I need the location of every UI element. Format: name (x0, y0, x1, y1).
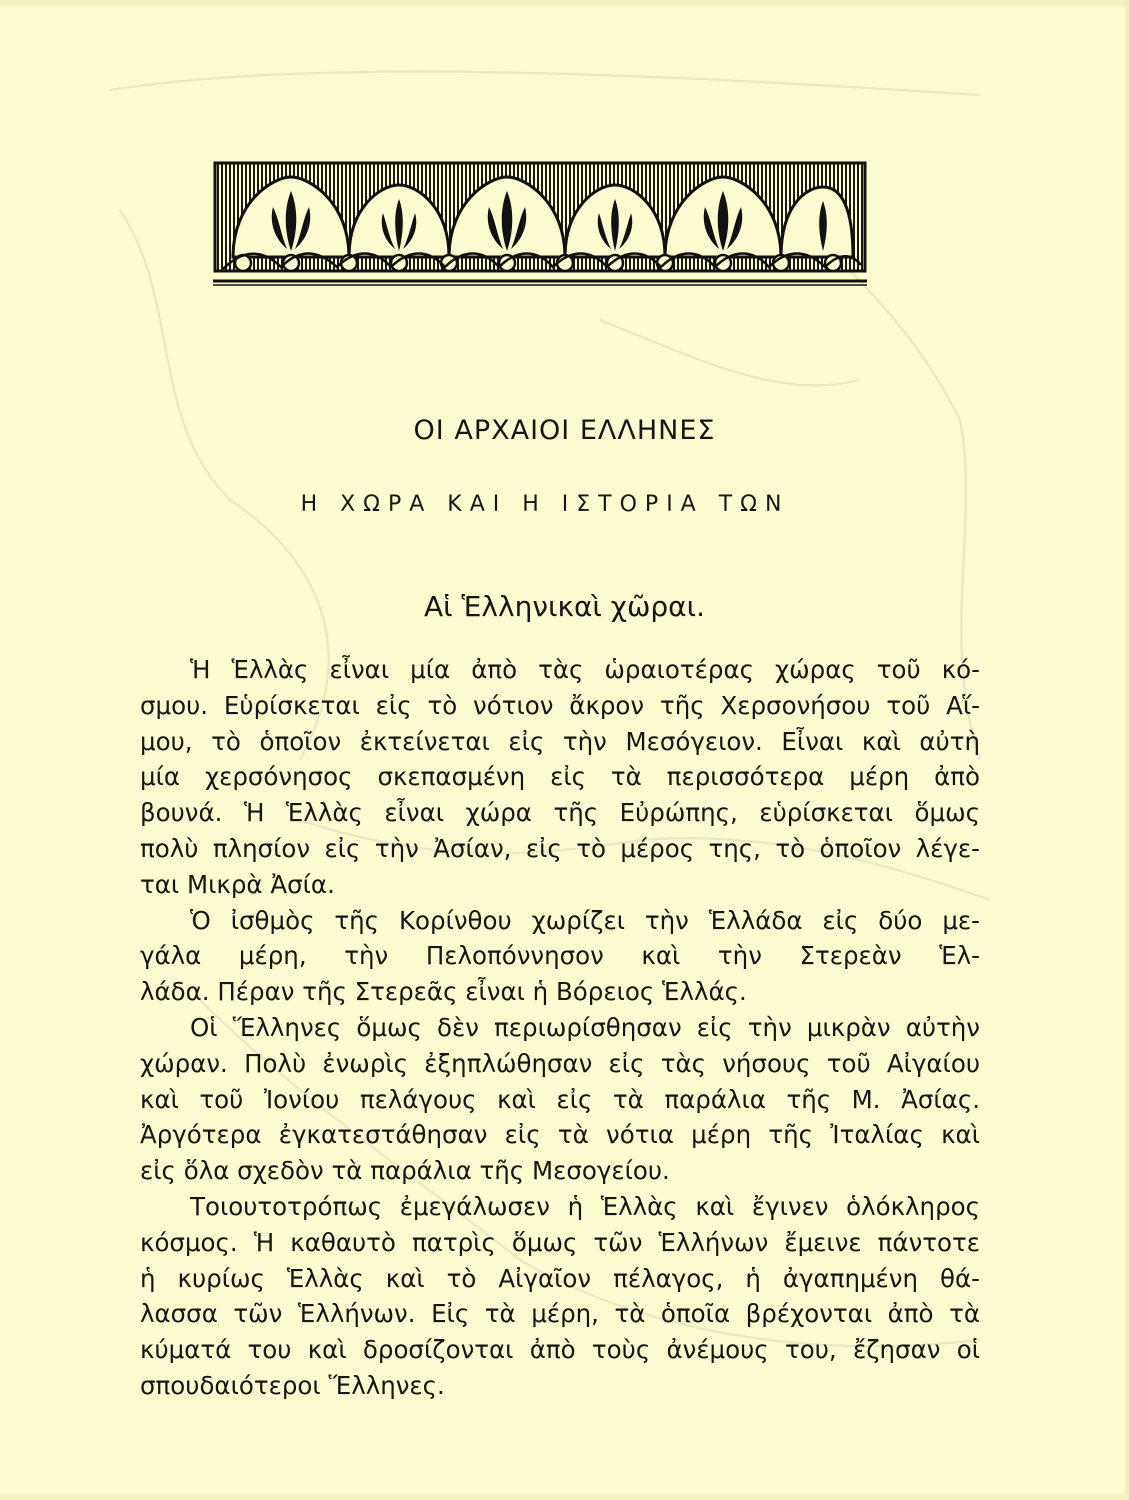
anthemion-pattern (213, 157, 867, 287)
ornamental-frieze (213, 157, 867, 287)
text-line: κόσμος. Ἡ καθαυτὸ πατρὶς ὅμως τῶν Ἑλλήνων ἔμεινε πάντοτε (140, 1227, 980, 1257)
text-line: σπουδαιότεροι Ἕλληνες. (140, 1370, 445, 1400)
paragraph (140, 903, 980, 1010)
text-line: μία χερσόνησος σκεπασμένη εἰς τὰ περισσότερα μέρη ἀπὸ (140, 762, 980, 792)
text-line: Τοιουτοτρόπως ἐμεγάλωσεν ἡ Ἑλλὰς καὶ ἔγινεν ὁλόκληρος (190, 1191, 980, 1221)
page-edge-right (1125, 0, 1129, 1500)
text-line: κύματά του καὶ δροσίζονται ἀπὸ τοὺς ἀνέμους του, ἔζησαν οἱ (140, 1335, 980, 1365)
text-line: σμου. Εὑρίσκεται εἰς τὸ νότιον ἄκρον τῆς Χερσονήσου τοῦ Αἵ- (140, 690, 980, 720)
text-line: λασσα τῶν Ἑλλήνων. Εἰς τὰ μέρη, τὰ ὁποῖα βρέχονται ἀπὸ τὰ (140, 1299, 980, 1329)
text-line: πολὺ πλησίον εἰς τὴν Ἀσίαν, εἰς τὸ μέρος της, τὸ ὁποῖον λέγε- (140, 833, 980, 863)
text-line: λάδα. Πέραν τῆς Στερεᾶς εἶναι ἡ Βόρειος Ἑλλάς. (140, 977, 747, 1007)
page-edge-bottom (0, 1494, 1129, 1500)
text-line: χώραν. Πολὺ ἐνωρὶς ἐξηπλώθησαν εἰς τὰς νήσους τοῦ Αἰγαίου (140, 1048, 980, 1078)
paragraph (140, 652, 980, 903)
text-line: γάλα μέρη, τὴν Πελοπόννησον καὶ τὴν Στερεὰν Ἑλ- (140, 941, 980, 971)
text-line: εἰς ὅλα σχεδὸν τὰ παράλια τῆς Μεσογείου. (140, 1156, 670, 1186)
page-subtitle: Η ΧΩΡΑ ΚΑΙ Η ΙΣΤΟΡΙΑ ΤΩΝ (300, 492, 790, 517)
page-title: ΟΙ ΑΡΧΑΙΟΙ ΕΛΛΗΝΕΣ (413, 415, 716, 446)
body-text (140, 652, 980, 1404)
text-line: Ἀργότερα ἐγκατεστάθησαν εἰς τὰ νότια μέρη τῆς Ἰταλίας καὶ (140, 1120, 980, 1150)
text-line: ἡ κυρίως Ἑλλὰς καὶ τὸ Αἰγαῖον πέλαγος, ἡ ἀγαπημένη θά- (140, 1263, 980, 1293)
text-line: Ἡ Ἑλλὰς εἶναι μία ἀπὸ τὰς ὡραιοτέρας χώρας τοῦ κό- (190, 655, 980, 684)
paragraph (140, 1010, 980, 1189)
text-line: μου, τὸ ὁποῖον ἐκτείνεται εἰς τὴν Μεσόγειον. Εἶναι καὶ αὐτὴ (140, 726, 980, 756)
text-line: Οἱ Ἕλληνες ὅμως δὲν περιωρίσθησαν εἰς τὴν μικρὰν αὐτὴν (190, 1012, 980, 1042)
section-title: Αἱ Ἑλληνικαὶ χῶραι. (424, 590, 705, 623)
page-edge-top (0, 0, 1129, 6)
text-line: βουνά. Ἡ Ἑλλὰς εἶναι χώρα τῆς Εὐρώπης, εὑρίσκεται ὅμως (140, 798, 980, 828)
text-line: Ὁ ἰσθμὸς τῆς Κορίνθου χωρίζει τὴν Ἑλλάδα εἰς δύο με- (190, 905, 980, 935)
text-line: καὶ τοῦ Ἰονίου πελάγους καὶ εἰς τὰ παράλια τῆς Μ. Ἀσίας. (140, 1084, 980, 1114)
paragraph (140, 1189, 980, 1404)
text-line: ται Μικρὰ Ἀσία. (140, 869, 335, 899)
